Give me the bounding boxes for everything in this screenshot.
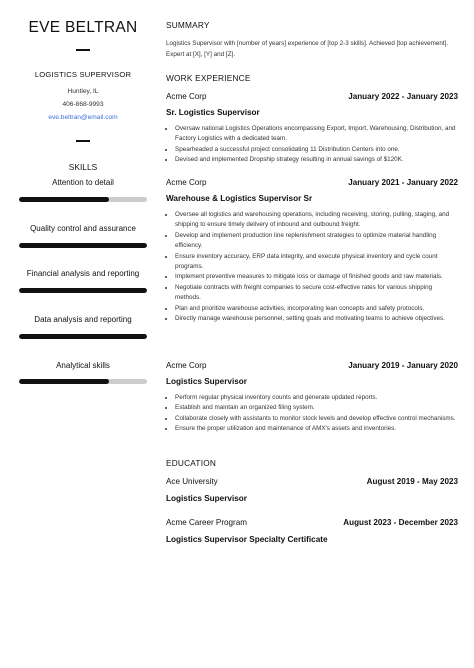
candidate-title: LOGISTICS SUPERVISOR	[34, 70, 132, 79]
contact-email[interactable]: eve.beltran@email.com	[48, 114, 118, 121]
job-entry	[166, 92, 458, 166]
job-bullets	[166, 210, 458, 324]
job-bullet: • Establish and maintain an organized filing system.	[175, 403, 458, 413]
skill-label: Quality control and assurance	[30, 224, 136, 233]
job-bullets	[166, 393, 458, 435]
job-entry	[166, 361, 458, 435]
candidate-name: EVE BELTRAN	[28, 19, 138, 36]
education-entry	[166, 518, 458, 547]
contact-divider	[76, 140, 90, 142]
job-bullets	[166, 124, 458, 166]
job-bullet: • Negotiate contracts with freight companies to secure cost-effective rates for various shipping methods.	[175, 283, 458, 304]
skill-bar	[19, 197, 147, 202]
summary-text: Logistics Supervisor with [number of years] experience of [top 2-3 skills]. Achieved [top achievement]. Expert at [X], [Y] and [Z].	[166, 40, 449, 58]
job-bullet: • Devised and implemented Dropship strategy resulting in annual savings of $120K.	[175, 155, 458, 165]
job-bullet: • Ensure inventory accuracy, ERP data integrity, and execute physical inventory and cycle count programs.	[175, 252, 458, 273]
edu-school: Ace University	[166, 477, 218, 486]
edu-degree: Logistics Supervisor	[166, 494, 247, 503]
sidebar	[0, 0, 160, 668]
job-bullet: • Spearheaded a successful project consolidating 11 Distribution Centers into one.	[175, 145, 458, 155]
skill-label: Data analysis and reporting	[34, 315, 132, 324]
experience-heading: WORK EXPERIENCE	[166, 73, 251, 83]
job-company: Acme Corp	[166, 92, 207, 101]
job-bullet: • Directly manage warehouse personnel, setting goals and motivating teams to achieve objectives.	[175, 314, 458, 324]
edu-school: Acme Career Program	[166, 518, 247, 527]
skill-bar	[19, 334, 147, 339]
job-bullet: • Oversaw national Logistics Operations encompassing Export, Import, Warehousing, Distribution, and Factory Logistics with a dedicated team.	[175, 124, 458, 145]
job-bullet: • Oversee all logistics and warehousing operations, including receiving, storing, pulling, staging, and shipping to ensure timely delivery of inbound and outbound freight.	[175, 210, 458, 231]
job-dates: January 2021 - January 2022	[348, 178, 458, 187]
contact-location: Huntley, IL	[67, 88, 99, 95]
skill-label: Attention to detail	[52, 178, 114, 187]
job-company: Acme Corp	[166, 178, 207, 187]
contact-phone: 406-868-9993	[62, 101, 104, 108]
job-company: Acme Corp	[166, 361, 207, 370]
skill-bar-fill	[19, 243, 147, 248]
edu-dates: August 2023 - December 2023	[343, 518, 458, 527]
edu-dates: August 2019 - May 2023	[366, 477, 458, 486]
job-bullet: • Develop and implement production line replenishment strategies to optimize material handling efficiency.	[175, 231, 458, 252]
job-role: Sr. Logistics Supervisor	[166, 108, 260, 117]
job-bullet: • Plan and prioritize warehouse activities, incorporating lean concepts and safety protocols.	[175, 304, 458, 314]
education-heading: EDUCATION	[166, 458, 217, 468]
job-role: Logistics Supervisor	[166, 377, 247, 386]
skill-bar	[19, 243, 147, 248]
job-dates: January 2019 - January 2020	[348, 361, 458, 370]
job-bullet: • Implement preventive measures to mitigate loss or damage of finished goods and raw materials.	[175, 272, 458, 282]
skill-label: Financial analysis and reporting	[26, 269, 140, 278]
edu-degree: Logistics Supervisor Specialty Certificate	[166, 535, 328, 544]
main-column	[166, 0, 458, 668]
skill-bar-fill	[19, 288, 147, 293]
job-bullet: • Perform regular physical inventory counts and generate updated reports.	[175, 393, 458, 403]
job-entry	[166, 178, 458, 324]
job-dates: January 2022 - January 2023	[348, 92, 458, 101]
job-bullet: • Collaborate closely with assistants to monitor stock levels and develop effective control mechanisms.	[175, 414, 458, 424]
skill-bar	[19, 288, 147, 293]
skill-bar-fill	[19, 197, 109, 202]
skill-bar-fill	[19, 379, 109, 384]
skill-bar	[19, 379, 147, 384]
skill-label: Analytical skills	[56, 361, 110, 370]
education-entry	[166, 477, 458, 506]
job-role: Warehouse & Logistics Supervisor Sr	[166, 194, 313, 203]
job-bullet: • Ensure the proper utilization and maintenance of AMX's assets and inventories.	[175, 424, 458, 434]
summary-heading: SUMMARY	[166, 20, 210, 30]
name-divider	[76, 49, 90, 51]
skill-bar-fill	[19, 334, 147, 339]
skills-heading: SKILLS	[68, 162, 98, 172]
